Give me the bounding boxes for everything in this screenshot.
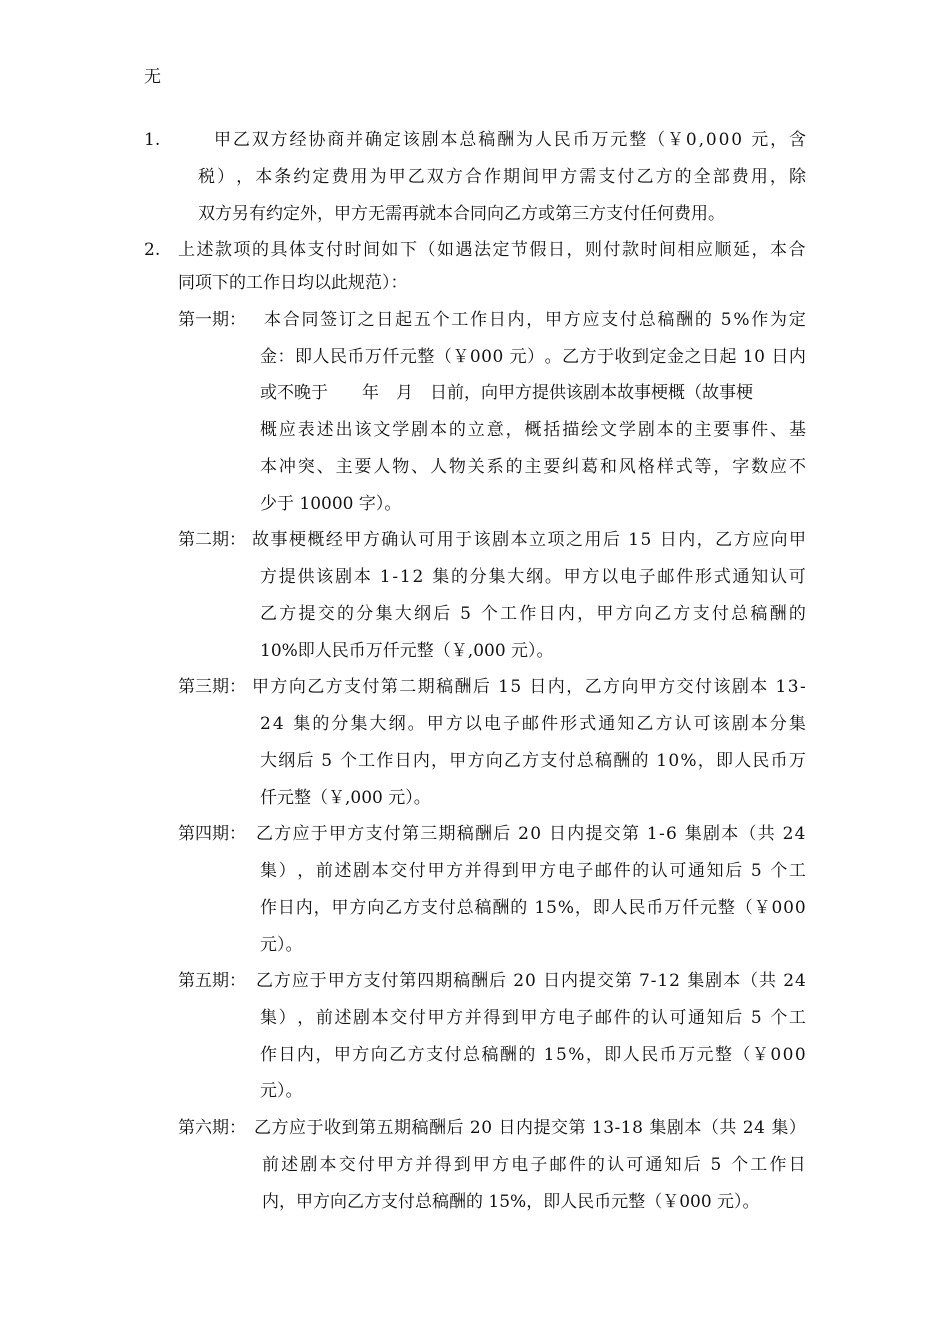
item-line: 税 ） ， 本 条 约 定 费 用 为 甲 乙 双 方 合 作 期 间 甲 方 需 支 付 乙 方 的 全 部 费 用 ， 除 — [198, 167, 806, 187]
phase-line: 作 日 内 ， 甲 方 向 乙 方 支 付 总 稿 酬 的 1 5 % ， 即 人 民 币 万 元 整 （ ￥ 0 0 0 — [260, 1045, 806, 1065]
phase-label: 第二期： — [178, 530, 246, 550]
phase-line: 元）。 — [260, 935, 303, 955]
item-number: 1. — [144, 130, 161, 150]
phase-line: 甲 方 向 乙 方 支 付 第 二 期 稿 酬 后 1 5 日 内 ， 乙 方 向 甲 方 交 付 该 剧 本 1 3 - — [252, 677, 806, 697]
phase-line: 概 应 表 述 出 该 文 学 剧 本 的 立 意 ， 概 括 描 绘 文 学 剧 本 的 主 要 事 件 、 基 — [260, 420, 806, 440]
phase-label: 第四期： — [178, 824, 246, 844]
item-line: 同项下的工作日均以此规范）： — [178, 273, 408, 293]
phase-line: 2 4 集 的 分 集 大 纲 。 甲 方 以 电 子 邮 件 形 式 通 知 乙 方 认 可 该 剧 本 分 集 — [260, 714, 806, 734]
phase-line: 乙 方 提 交 的 分 集 大 纲 后 5 个 工 作 日 内 ， 甲 方 向 乙 方 支 付 总 稿 酬 的 — [260, 604, 806, 624]
phase-line: 仟元整（￥,000 元）。 — [260, 788, 431, 808]
phase-line: 集 ） ， 前 述 剧 本 交 付 甲 方 并 得 到 甲 方 电 子 邮 件 的 认 可 通 知 后 5 个 工 — [260, 1008, 806, 1028]
phase-line: 金 ： 即 人 民 币 万 仟 元 整 （ ￥ 0 0 0 元 ） 。 乙 方 于 收 到 定 金 之 日 起 1 0 日 内 — [260, 347, 806, 367]
heading-text: 无 — [144, 67, 161, 87]
phase-label: 第三期： — [178, 677, 246, 697]
phase-line: 集 ） ， 前 述 剧 本 交 付 甲 方 并 得 到 甲 方 电 子 邮 件 的 认 可 通 知 后 5 个 工 — [260, 861, 806, 881]
phase-line: 少于 10000 字）。 — [260, 494, 402, 514]
phase-label: 第一期： — [178, 310, 246, 330]
phase-line: 乙 方 应 于 甲 方 支 付 第 四 期 稿 酬 后 2 0 日 内 提 交 第 7 - 1 2 集 剧 本 （ 共 2 4 — [256, 971, 806, 991]
item-number: 2. — [144, 240, 161, 260]
item-line: 双方另有约定外，甲方无需再就本合同向乙方或第三方支付任何费用。 — [198, 204, 725, 224]
phase-line: 本 冲 突 、 主 要 人 物 、 人 物 关 系 的 主 要 纠 葛 和 风 格 样 式 等 ， 字 数 应 不 — [260, 457, 806, 477]
item-line: 上 述 款 项 的 具 体 支 付 时 间 如 下 （ 如 遇 法 定 节 假 日 ， 则 付 款 时 间 相 应 顺 延 ， 本 合 — [178, 240, 806, 260]
item-line: 甲 乙 双 方 经 协 商 并 确 定 该 剧 本 总 稿 酬 为 人 民 币 万 元 整 （ ￥ 0 , 0 0 0 元 ， 含 — [214, 130, 806, 150]
phase-line: 大 纲 后 5 个 工 作 日 内 ， 甲 方 向 乙 方 支 付 总 稿 酬 的 1 0 % ， 即 人 民 币 万 — [260, 751, 806, 771]
phase-line: 作 日 内 ， 甲 方 向 乙 方 支 付 总 稿 酬 的 1 5 % ， 即 人 民 币 万 仟 元 整 （ ￥ 0 0 0 — [260, 898, 806, 918]
phase-line: 本 合 同 签 订 之 日 起 五 个 工 作 日 内 ， 甲 方 应 支 付 总 稿 酬 的 5 % 作 为 定 — [264, 310, 806, 330]
phase-line: 或不晚于 年 月 日前，向甲方提供该剧本故事梗概（故事梗 — [260, 383, 753, 403]
phase-label: 第六期： — [178, 1118, 246, 1138]
phase-line: 前 述 剧 本 交 付 甲 方 并 得 到 甲 方 电 子 邮 件 的 认 可 通 知 后 5 个 工 作 日 — [262, 1155, 806, 1175]
phase-label: 第五期： — [178, 971, 246, 991]
phase-line: 方 提 供 该 剧 本 1 - 1 2 集 的 分 集 大 纲 。 甲 方 以 电 子 邮 件 形 式 通 知 认 可 — [260, 567, 806, 587]
phase-line: 乙 方 应 于 甲 方 支 付 第 三 期 稿 酬 后 2 0 日 内 提 交 第 1 - 6 集 剧 本 （ 共 2 4 — [256, 824, 806, 844]
phase-line: 乙 方 应 于 收 到 第 五 期 稿 酬 后 2 0 日 内 提 交 第 1 3 - 1 8 集 剧 本 （ 共 2 4 集 ） — [254, 1118, 806, 1138]
phase-line: 元）。 — [260, 1081, 303, 1101]
phase-line: 10%即人民币万仟元整（￥,000 元）。 — [260, 641, 554, 661]
phase-line: 故 事 梗 概 经 甲 方 确 认 可 用 于 该 剧 本 立 项 之 用 后 1 5 日 内 ， 乙 方 应 向 甲 — [252, 530, 806, 550]
phase-line: 内，甲方向乙方支付总稿酬的 15%，即人民币元整（￥000 元）。 — [262, 1192, 760, 1212]
